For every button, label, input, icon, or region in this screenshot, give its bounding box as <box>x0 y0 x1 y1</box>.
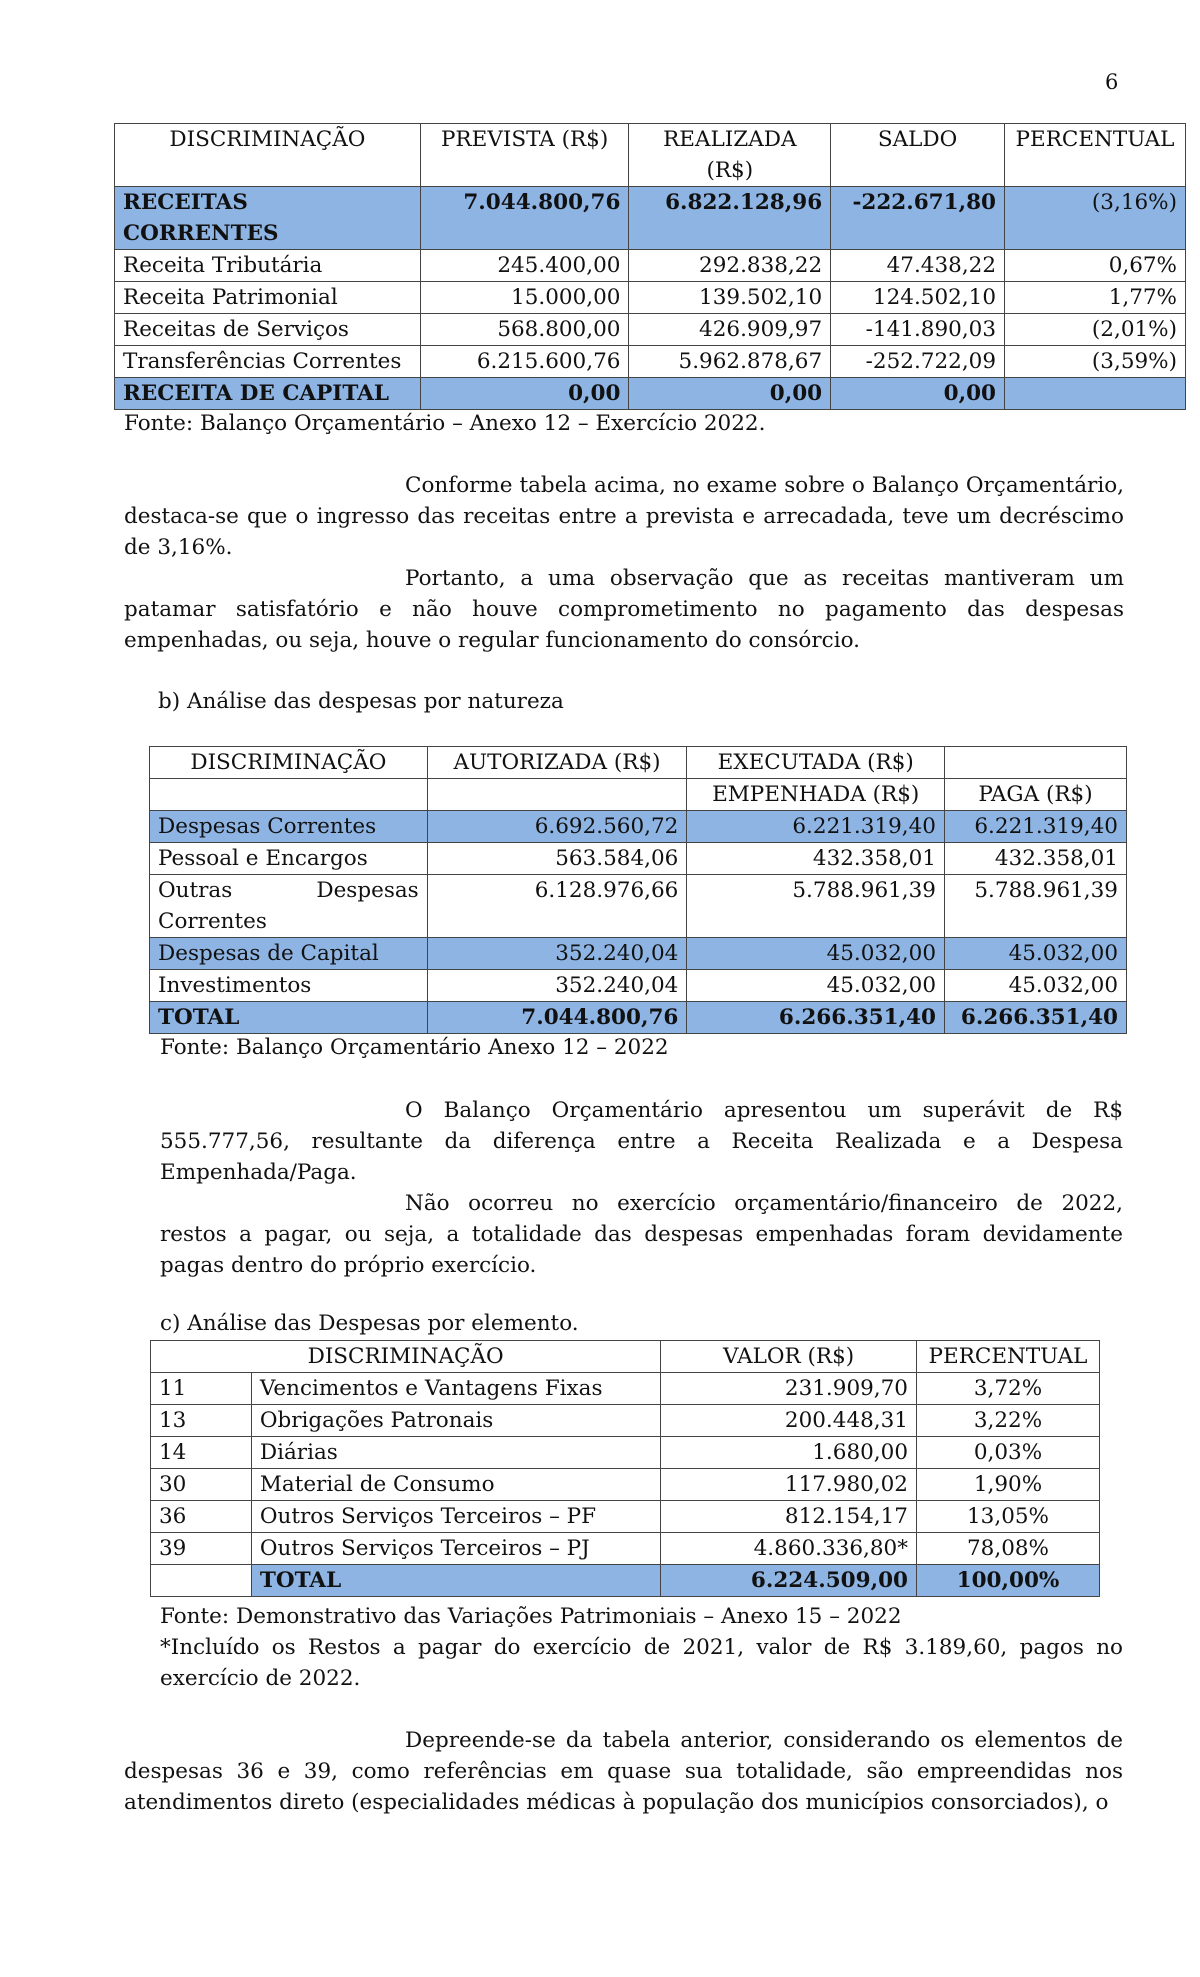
table-source-caption: Fonte: Balanço Orçamentário Anexo 12 – 2022 <box>160 1035 669 1060</box>
receitas-table <box>114 123 1186 410</box>
row-label: Despesas Correntes <box>150 811 428 843</box>
cell-paga: 45.032,00 <box>945 938 1127 970</box>
cell-percentual: (3,59%) <box>1005 346 1186 378</box>
cell-percentual: 3,22% <box>917 1405 1100 1437</box>
table-row-despesas-capital <box>150 938 1127 970</box>
table-row <box>151 1501 1100 1533</box>
cell-valor: 117.980,02 <box>661 1469 917 1501</box>
cell-code: 30 <box>151 1469 252 1501</box>
cell-prevista: 6.215.600,76 <box>420 346 629 378</box>
cell-realizada: 292.838,22 <box>629 250 831 282</box>
table-row-receita-capital <box>115 378 1186 410</box>
cell-prevista: 568.800,00 <box>420 314 629 346</box>
cell-autorizada: 352.240,04 <box>427 970 687 1002</box>
cell-paga: 6.221.319,40 <box>945 811 1127 843</box>
column-header: EXECUTADA (R$) <box>687 747 945 779</box>
row-label: Investimentos <box>150 970 428 1002</box>
cell-valor: 231.909,70 <box>661 1373 917 1405</box>
table-row <box>151 1405 1100 1437</box>
row-label: RECEITA DE CAPITAL <box>115 378 421 410</box>
cell-percentual: 100,00% <box>917 1565 1100 1597</box>
row-label: Obrigações Patronais <box>251 1405 660 1437</box>
page-number: 6 <box>1105 70 1119 94</box>
row-label: Despesas de Capital <box>150 938 428 970</box>
cell-code: 14 <box>151 1437 252 1469</box>
table-row <box>115 250 1186 282</box>
row-label: Vencimentos e Vantagens Fixas <box>251 1373 660 1405</box>
paragraph <box>160 1095 1123 1188</box>
table-source-caption: Fonte: Balanço Orçamentário – Anexo 12 – Exercício 2022. <box>124 411 766 436</box>
paragraph <box>124 470 1124 563</box>
cell-valor: 1.680,00 <box>661 1437 917 1469</box>
cell-percentual: (2,01%) <box>1005 314 1186 346</box>
cell-percentual: 78,08% <box>917 1533 1100 1565</box>
cell-code: 39 <box>151 1533 252 1565</box>
cell-saldo: 124.502,10 <box>831 282 1005 314</box>
row-label: Receita Patrimonial <box>115 282 421 314</box>
cell-prevista: 0,00 <box>420 378 629 410</box>
table-row <box>151 1373 1100 1405</box>
cell-realizada: 5.962.878,67 <box>629 346 831 378</box>
cell-realizada: 426.909,97 <box>629 314 831 346</box>
cell-paga: 45.032,00 <box>945 970 1127 1002</box>
cell-autorizada: 7.044.800,76 <box>427 1002 687 1034</box>
paragraph <box>160 1188 1123 1281</box>
cell-autorizada: 352.240,04 <box>427 938 687 970</box>
cell-percentual: 13,05% <box>917 1501 1100 1533</box>
column-header: EMPENHADA (R$) <box>687 779 945 811</box>
cell-saldo: -141.890,03 <box>831 314 1005 346</box>
cell-valor: 812.154,17 <box>661 1501 917 1533</box>
table-source-caption: Fonte: Demonstrativo das Variações Patrimoniais – Anexo 15 – 2022 <box>160 1604 902 1629</box>
paragraph-text: Conforme tabela acima, no exame sobre o Balanço Orçamentário, destaca-se que o ingresso das receitas entre a prevista e arrecadada, teve um decréscimo de 3,16%. <box>124 473 1124 560</box>
table-row-total <box>150 1002 1127 1034</box>
cell-empenhada: 6.221.319,40 <box>687 811 945 843</box>
row-label: Receitas de Serviços <box>115 314 421 346</box>
paragraph <box>124 1725 1123 1818</box>
row-label: TOTAL <box>150 1002 428 1034</box>
column-header: DISCRIMINAÇÃO <box>150 747 428 779</box>
cell-percentual: 1,90% <box>917 1469 1100 1501</box>
cell-percentual: 3,72% <box>917 1373 1100 1405</box>
column-header: DISCRIMINAÇÃO <box>115 124 421 187</box>
cell-realizada: 6.822.128,96 <box>629 187 831 250</box>
cell-prevista: 245.400,00 <box>420 250 629 282</box>
table-row <box>115 314 1186 346</box>
table-header-row <box>150 747 1127 779</box>
row-label: Transferências Correntes <box>115 346 421 378</box>
table-footnote: *Incluído os Restos a pagar do exercício de 2021, valor de R$ 3.189,60, pagos no exercício de 2022. <box>160 1635 1123 1691</box>
column-header: AUTORIZADA (R$) <box>427 747 687 779</box>
cell-autorizada: 563.584,06 <box>427 843 687 875</box>
table-header-row <box>150 779 1127 811</box>
column-header: REALIZADA (R$) <box>629 124 831 187</box>
table-row-total <box>151 1565 1100 1597</box>
section-c-heading: c) Análise das Despesas por elemento. <box>160 1311 579 1336</box>
row-label: Material de Consumo <box>251 1469 660 1501</box>
cell-code: 11 <box>151 1373 252 1405</box>
paragraph-text: Depreende-se da tabela anterior, considerando os elementos de despesas 36 e 39, como referências em quase sua totalidade, são empreendidas nos atendimentos direto (especialidades médicas à população dos municípios consorciados), o <box>124 1728 1123 1815</box>
cell-saldo: -222.671,80 <box>831 187 1005 250</box>
cell-paga: 432.358,01 <box>945 843 1127 875</box>
cell-paga: 6.266.351,40 <box>945 1002 1127 1034</box>
table-row <box>115 282 1186 314</box>
row-label: Outros Serviços Terceiros – PF <box>251 1501 660 1533</box>
cell-saldo: 0,00 <box>831 378 1005 410</box>
table-header-row <box>151 1341 1100 1373</box>
paragraph <box>124 563 1124 656</box>
column-header <box>150 779 428 811</box>
cell-realizada: 139.502,10 <box>629 282 831 314</box>
row-label: TOTAL <box>251 1565 660 1597</box>
row-label: Outros Serviços Terceiros – PJ <box>251 1533 660 1565</box>
cell-empenhada: 5.788.961,39 <box>687 875 945 938</box>
table-row-despesas-correntes <box>150 811 1127 843</box>
cell-paga: 5.788.961,39 <box>945 875 1127 938</box>
cell-prevista: 15.000,00 <box>420 282 629 314</box>
cell-empenhada: 45.032,00 <box>687 970 945 1002</box>
cell-code <box>151 1565 252 1597</box>
column-header: VALOR (R$) <box>661 1341 917 1373</box>
column-header: PREVISTA (R$) <box>420 124 629 187</box>
column-header: PERCENTUAL <box>1005 124 1186 187</box>
cell-saldo: -252.722,09 <box>831 346 1005 378</box>
table-row <box>115 346 1186 378</box>
column-header: SALDO <box>831 124 1005 187</box>
cell-percentual <box>1005 378 1186 410</box>
cell-valor: 6.224.509,00 <box>661 1565 917 1597</box>
cell-percentual: 0,03% <box>917 1437 1100 1469</box>
cell-code: 36 <box>151 1501 252 1533</box>
column-header: PAGA (R$) <box>945 779 1127 811</box>
row-label: Receita Tributária <box>115 250 421 282</box>
column-header: DISCRIMINAÇÃO <box>151 1341 661 1373</box>
cell-valor: 4.860.336,80* <box>661 1533 917 1565</box>
cell-percentual: 1,77% <box>1005 282 1186 314</box>
paragraph-text: Portanto, a uma observação que as receitas mantiveram um patamar satisfatório e não houve comprometimento no pagamento das despesas empenhadas, ou seja, houve o regular funcionamento do consórcio. <box>124 566 1124 653</box>
cell-percentual: 0,67% <box>1005 250 1186 282</box>
cell-realizada: 0,00 <box>629 378 831 410</box>
table-row-receitas-correntes <box>115 187 1186 250</box>
cell-empenhada: 45.032,00 <box>687 938 945 970</box>
table-row <box>150 970 1127 1002</box>
column-header <box>427 779 687 811</box>
table-row <box>151 1437 1100 1469</box>
cell-saldo: 47.438,22 <box>831 250 1005 282</box>
despesas-elemento-table <box>150 1340 1100 1597</box>
row-label: Pessoal e Encargos <box>150 843 428 875</box>
cell-autorizada: 6.128.976,66 <box>427 875 687 938</box>
paragraph-text: Não ocorreu no exercício orçamentário/financeiro de 2022, restos a pagar, ou seja, a totalidade das despesas empenhadas foram devidamente pagas dentro do próprio exercício. <box>160 1191 1123 1278</box>
cell-empenhada: 6.266.351,40 <box>687 1002 945 1034</box>
cell-autorizada: 6.692.560,72 <box>427 811 687 843</box>
column-header: PERCENTUAL <box>917 1341 1100 1373</box>
column-header <box>945 747 1127 779</box>
row-label: Outras Despesas Correntes <box>150 875 428 938</box>
cell-percentual: (3,16%) <box>1005 187 1186 250</box>
section-b-heading: b) Análise das despesas por natureza <box>158 689 564 714</box>
table-row <box>151 1469 1100 1501</box>
row-label: Diárias <box>251 1437 660 1469</box>
table-row <box>151 1533 1100 1565</box>
table-header-row <box>115 124 1186 187</box>
despesas-natureza-table <box>149 746 1127 1034</box>
cell-valor: 200.448,31 <box>661 1405 917 1437</box>
cell-empenhada: 432.358,01 <box>687 843 945 875</box>
cell-code: 13 <box>151 1405 252 1437</box>
paragraph-text: O Balanço Orçamentário apresentou um superávit de R$ 555.777,56, resultante da diferença entre a Receita Realizada e a Despesa Empenhada/Paga. <box>160 1098 1123 1185</box>
table-row <box>150 875 1127 938</box>
table-row <box>150 843 1127 875</box>
row-label: RECEITAS CORRENTES <box>115 187 421 250</box>
cell-prevista: 7.044.800,76 <box>420 187 629 250</box>
